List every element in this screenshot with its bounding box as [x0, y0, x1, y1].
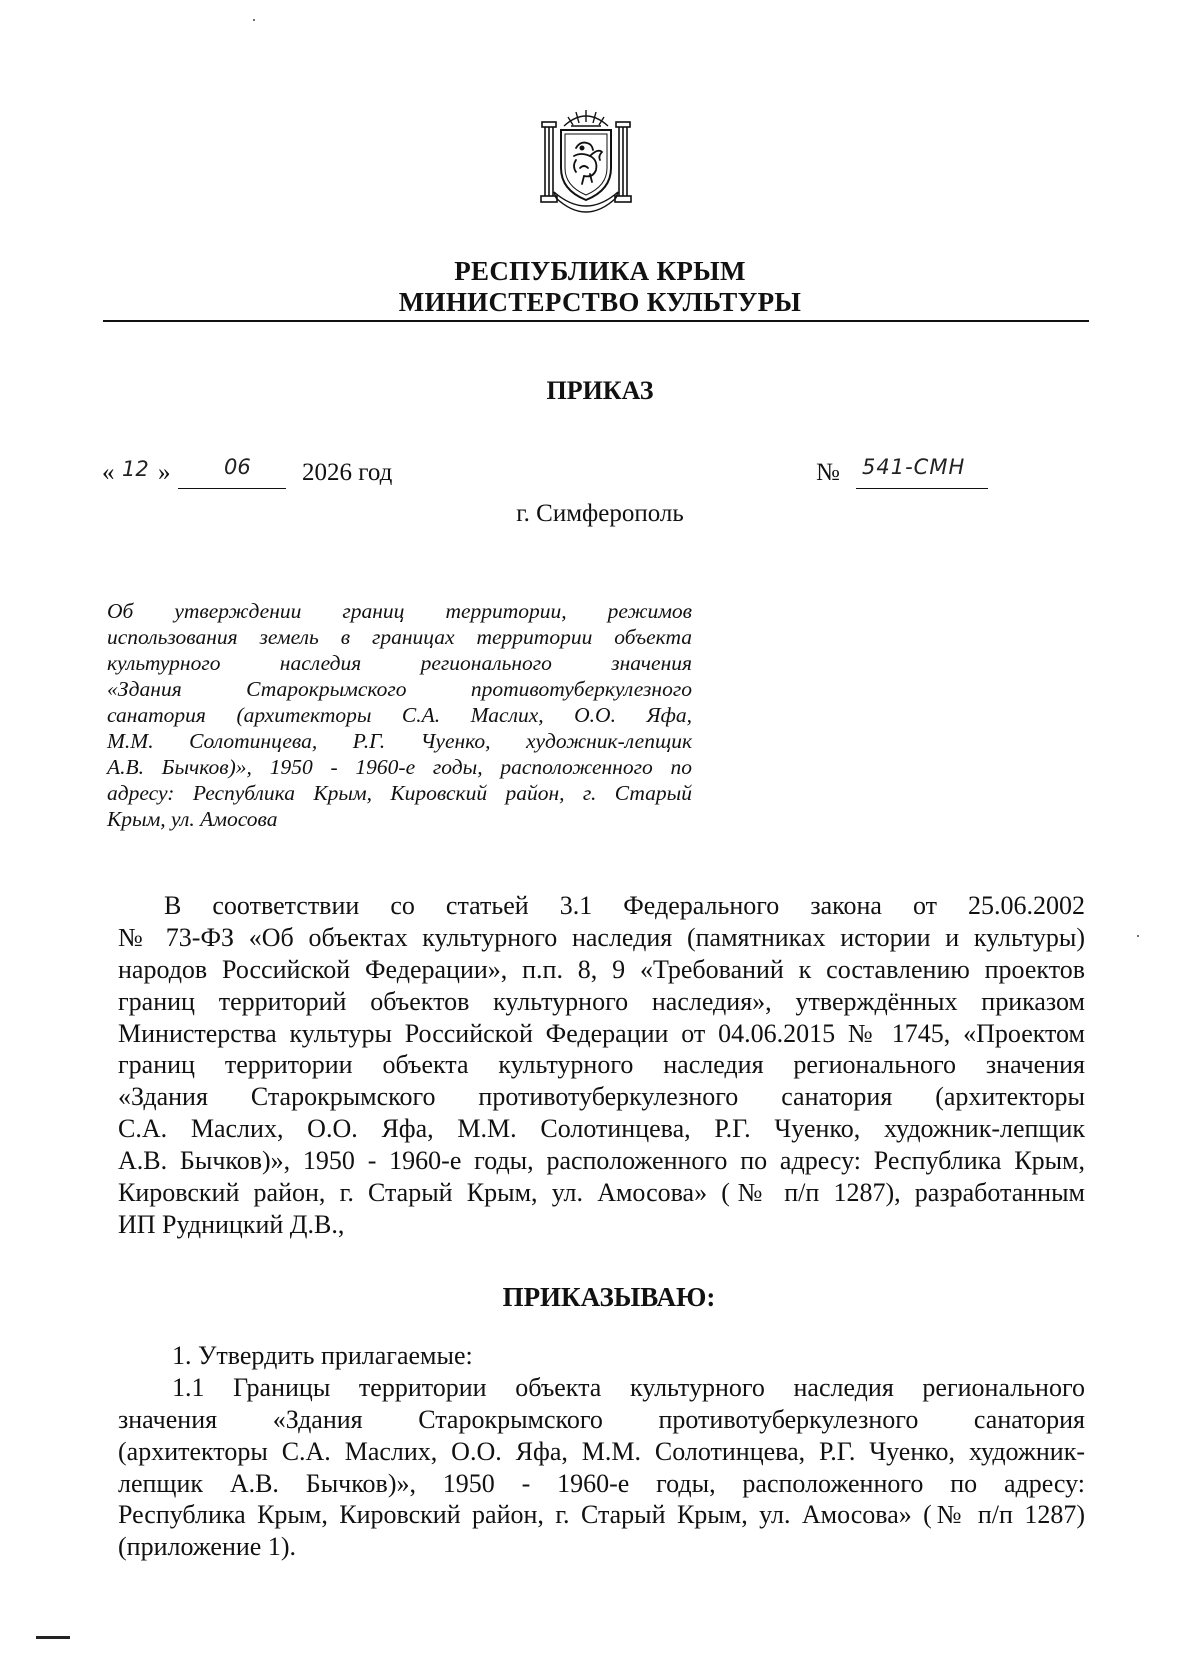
subject-line: адресу: Республика Крым, Кировский район, г. Старый	[107, 781, 692, 805]
preamble-line: народов Российской Федерации», п.п. 8, 9 «Требований к составлению проектов	[118, 954, 1085, 984]
document-type: ПРИКАЗ	[546, 376, 654, 405]
order-heading: ПРИКАЗЫВАЮ:	[502, 1282, 716, 1312]
preamble-line: Кировский район, г. Старый Крым, ул. Амосова» (№ п/п 1287), разработанным	[118, 1178, 1085, 1208]
subject-line: М.М. Солотинцева, Р.Г. Чуенко, художник-лепщик	[107, 729, 692, 753]
order-item-1-1-line: 1.1 Границы территории объекта культурного наследия регионального	[172, 1372, 1085, 1402]
preamble-paragraph	[118, 890, 1085, 1241]
preamble-line: А.В. Бычков)», 1950 - 1960-е годы, расположенного по адресу: Республика Крым,	[118, 1146, 1085, 1176]
order-items	[118, 1340, 1085, 1563]
coat-of-arms-of-crimea-icon	[536, 108, 636, 214]
scan-speck	[253, 19, 255, 21]
document-number	[816, 455, 1016, 491]
number-underline	[856, 488, 988, 489]
number-label: №	[816, 459, 840, 486]
scan-edge-mark	[36, 1636, 70, 1639]
subject-line: использования земель в границах территории объекта	[107, 625, 692, 649]
order-item-1-1-line: значения «Здания Старокрымского противотуберкулезного санатория	[118, 1404, 1085, 1434]
header-republic: РЕСПУБЛИКА КРЫМ	[454, 256, 746, 286]
preamble-line: границ территории объекта культурного наследия регионального значения	[118, 1050, 1085, 1080]
preamble-line: Министерства культуры Российской Федерации от 04.06.2015 № 1745, «Проектом	[118, 1018, 1085, 1048]
date-quote-close: »	[158, 459, 171, 486]
subject-line: А.В. Бычков)», 1950 - 1960-е годы, расположенного по	[107, 755, 692, 779]
subject-line: «Здания Старокрымского противотуберкулезного	[107, 677, 692, 701]
order-item-1: 1. Утвердить прилагаемые:	[172, 1341, 473, 1370]
order-item-1-1-line: (архитекторы С.А. Маслих, О.О. Яфа, М.М. Солотинцева, Р.Г. Чуенко, художник-	[118, 1436, 1085, 1466]
preamble-line: № 73-ФЗ «Об объектах культурного наследия (памятниках истории и культуры)	[118, 922, 1085, 952]
order-item-1-1-line: лепщик А.В. Бычков)», 1950 - 1960-е годы, расположенного по адресу:	[118, 1468, 1085, 1498]
preamble-line: «Здания Старокрымского противотуберкулезного санатория (архитекторы	[118, 1082, 1085, 1112]
subject-line: Крым, ул. Амосова	[107, 807, 278, 831]
date-quote-open: «	[102, 459, 115, 486]
subject-line: культурного наследия регионального значения	[107, 651, 692, 675]
date-month: 06	[224, 455, 251, 479]
number-value: 541-СМН	[862, 455, 966, 479]
document-date	[102, 455, 462, 491]
document-subject	[107, 598, 692, 832]
date-day: 12	[122, 457, 149, 481]
date-month-underline	[178, 488, 286, 489]
header-divider	[103, 320, 1089, 322]
document-city: г. Симферополь	[516, 500, 684, 527]
order-item-1-1-line: Республика Крым, Кировский район, г. Старый Крым, ул. Амосова» (№ п/п 1287)	[118, 1500, 1085, 1530]
preamble-line: ИП Рудницкий Д.В.,	[118, 1209, 345, 1239]
scan-speck	[1137, 935, 1139, 937]
preamble-line: В соответствии со статьей 3.1 Федерального закона от 25.06.2002	[164, 891, 1085, 920]
preamble-line: С.А. Маслих, О.О. Яфа, М.М. Солотинцева, Р.Г. Чуенко, художник-лепщик	[118, 1114, 1085, 1144]
subject-line: Об утверждении границ территории, режимов	[107, 599, 692, 623]
date-year: 2026 год	[302, 459, 393, 486]
preamble-line: границ территорий объектов культурного наследия», утверждённых приказом	[118, 986, 1085, 1016]
order-item-1-1-line: (приложение 1).	[118, 1532, 297, 1562]
subject-line: санатория (архитекторы С.А. Маслих, О.О. Яфа,	[107, 703, 692, 727]
header-ministry: МИНИСТЕРСТВО КУЛЬТУРЫ	[398, 287, 802, 317]
